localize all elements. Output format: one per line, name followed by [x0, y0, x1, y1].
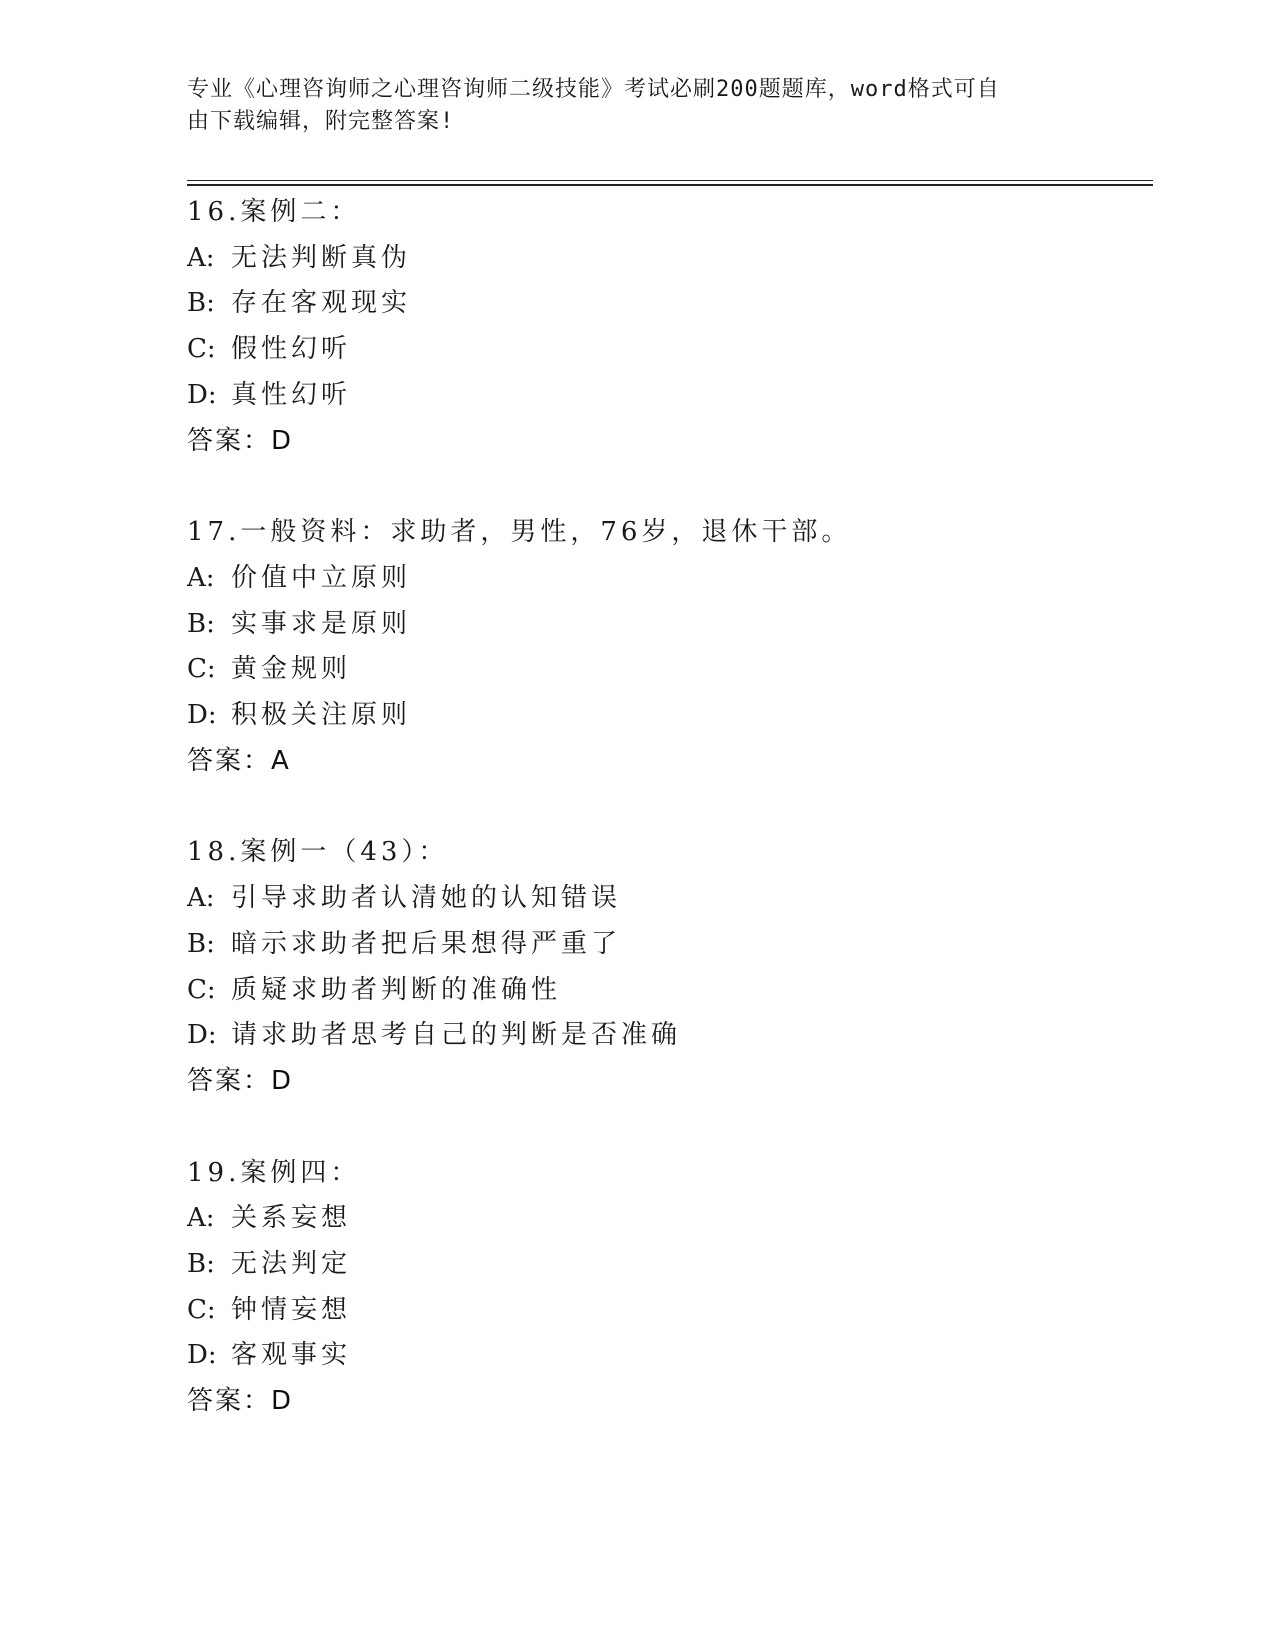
- option-c: [187, 647, 1147, 693]
- option-b: [187, 922, 1147, 968]
- option-b: [187, 1242, 1147, 1288]
- question-title: 19.案例四：: [187, 1157, 361, 1188]
- option-letter: A:: [187, 1203, 215, 1234]
- option-text: 引导求助者认清她的认知错误: [231, 883, 622, 914]
- header-divider-thick: [187, 184, 1153, 186]
- option-b: [187, 602, 1147, 648]
- question-18: [187, 830, 1147, 1104]
- header-line-1: 专业《心理咨询师之心理咨询师二级技能》考试必刷200题题库，word格式可自: [187, 77, 1000, 102]
- question-title: 16.案例二：: [187, 197, 361, 227]
- answer-line: 答案：D: [187, 425, 294, 456]
- option-letter: B:: [187, 608, 215, 639]
- option-letter: A:: [187, 562, 215, 593]
- option-text: 质疑求助者判断的准确性: [231, 974, 562, 1005]
- answer-line: 答案：D: [187, 1386, 294, 1417]
- option-a: [187, 876, 1147, 922]
- option-c: [187, 327, 1147, 373]
- answer-line: 答案：A: [187, 745, 291, 776]
- option-letter: D:: [187, 379, 217, 410]
- option-text: 无法判断真伪: [231, 242, 412, 273]
- option-letter: D:: [187, 700, 217, 731]
- option-text: 积极关注原则: [231, 700, 412, 731]
- option-text: 钟情妄想: [231, 1294, 352, 1325]
- option-text: 黄金规则: [231, 654, 352, 685]
- option-d: [187, 1013, 1147, 1059]
- option-text: 暗示求助者把后果想得严重了: [231, 928, 622, 959]
- option-text: 关系妄想: [231, 1203, 352, 1234]
- option-letter: D:: [187, 1340, 217, 1371]
- header-line-2: 由下载编辑，附完整答案!: [187, 109, 455, 134]
- option-d: [187, 693, 1147, 739]
- option-letter: C:: [187, 1294, 216, 1325]
- option-text: 假性幻听: [231, 334, 352, 365]
- option-text: 真性幻听: [231, 379, 352, 410]
- question-title: 18.案例一（43）：: [187, 837, 449, 868]
- option-a: [187, 236, 1147, 282]
- option-letter: B:: [187, 1249, 215, 1280]
- option-text: 无法判定: [231, 1249, 352, 1280]
- option-text: 请求助者思考自己的判断是否准确: [231, 1020, 682, 1051]
- option-letter: C:: [187, 974, 216, 1005]
- option-letter: B:: [187, 288, 215, 319]
- answer-line: 答案：D: [187, 1065, 294, 1096]
- question-list: [187, 190, 1147, 1471]
- document-header: [187, 74, 1087, 138]
- option-letter: B:: [187, 928, 215, 959]
- option-a: [187, 556, 1147, 602]
- question-17: [187, 510, 1147, 784]
- option-d: [187, 373, 1147, 419]
- question-title: 17.一般资料：求助者，男性，76岁，退休干部。: [187, 517, 852, 548]
- option-b: [187, 281, 1147, 327]
- question-19: [187, 1151, 1147, 1425]
- option-c: [187, 968, 1147, 1014]
- option-letter: D:: [187, 1020, 217, 1051]
- option-d: [187, 1333, 1147, 1379]
- option-letter: C:: [187, 654, 216, 685]
- option-text: 实事求是原则: [231, 608, 412, 639]
- option-text: 客观事实: [231, 1340, 352, 1371]
- option-c: [187, 1288, 1147, 1334]
- option-a: [187, 1196, 1147, 1242]
- option-letter: A:: [187, 883, 215, 914]
- option-text: 存在客观现实: [231, 288, 412, 319]
- header-divider-thin: [187, 180, 1153, 181]
- option-text: 价值中立原则: [231, 562, 412, 593]
- option-letter: C:: [187, 334, 216, 365]
- option-letter: A:: [187, 242, 215, 273]
- question-16: [187, 190, 1147, 464]
